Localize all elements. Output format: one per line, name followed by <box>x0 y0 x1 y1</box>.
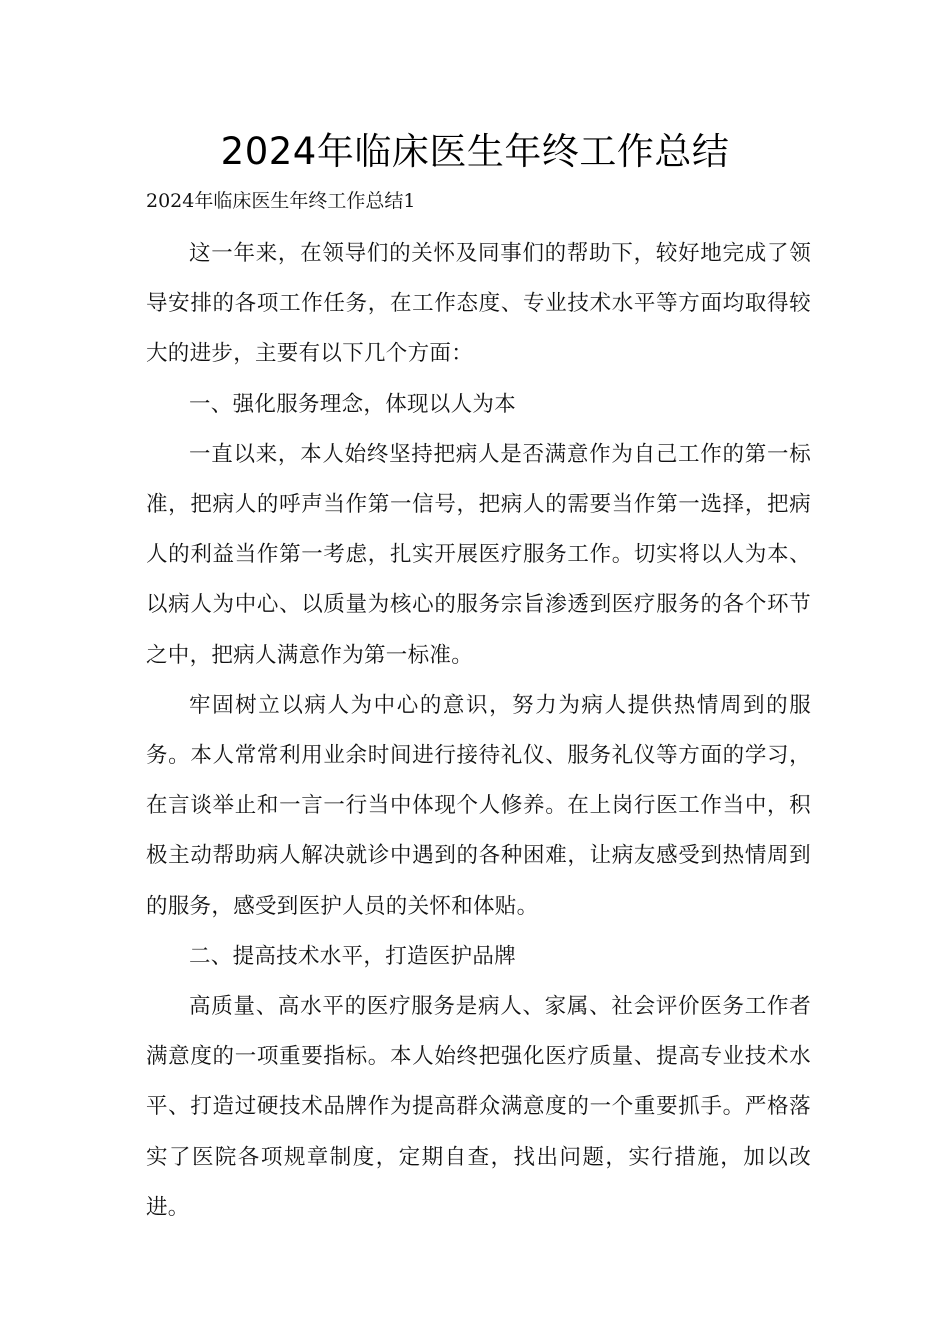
document-body <box>146 229 811 1233</box>
section-heading-2: 二、提高技术水平，打造医护品牌 <box>189 943 517 969</box>
section-heading-1: 一、强化服务理念，体现以人为本 <box>189 391 517 417</box>
document-subtitle: 2024年临床医生年终工作总结1 <box>146 190 416 212</box>
document-title: 2024年临床医生年终工作总结 <box>220 130 730 173</box>
paragraph-section-1-a: 一直以来，本人始终坚持把病人是否满意作为自己工作的第一标准，把病人的呼声当作第一信号，把病人的需要当作第一选择，把病人的利益当作第一考虑，扎实开展医疗服务工作。切实将以人为本、以病人为中心、以质量为核心的服务宗旨渗透到医疗服务的各个环节之中，把病人满意作为第一标准。 <box>146 441 811 668</box>
paragraph-section-1-b: 牢固树立以病人为中心的意识，努力为病人提供热情周到的服务。本人常常利用业余时间进行接待礼仪、服务礼仪等方面的学习，在言谈举止和一言一行当中体现个人修养。在上岗行医工作当中，积极主动帮助病人解决就诊中遇到的各种困难，让病友感受到热情周到的服务，感受到医护人员的关怀和体贴。 <box>146 692 811 919</box>
paragraph-intro: 这一年来，在领导们的关怀及同事们的帮助下，较好地完成了领导安排的各项工作任务，在工作态度、专业技术水平等方面均取得较大的进步，主要有以下几个方面： <box>146 241 811 367</box>
paragraph-section-2-a: 高质量、高水平的医疗服务是病人、家属、社会评价医务工作者满意度的一项重要指标。本人始终把强化医疗质量、提高专业技术水平、打造过硬技术品牌作为提高群众满意度的一个重要抓手。严格落实了医院各项规章制度，定期自查，找出问题，实行措施，加以改进。 <box>146 994 811 1220</box>
